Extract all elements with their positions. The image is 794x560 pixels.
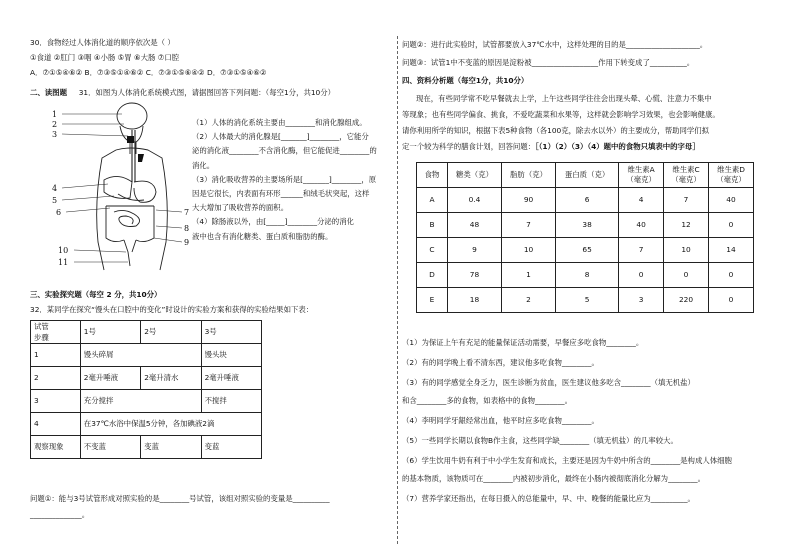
fig-label-5: 5 bbox=[52, 196, 58, 205]
table-cell: 7 bbox=[502, 213, 556, 238]
table-cell: B bbox=[417, 213, 448, 238]
fig-label-6: 6 bbox=[56, 208, 62, 217]
table-cell: 0 bbox=[664, 263, 709, 288]
table-row bbox=[417, 213, 754, 238]
table-cell: 78 bbox=[448, 263, 502, 288]
q30-stem: 30．食物经过人体消化道的顺序依次是（ ） bbox=[30, 38, 175, 47]
table-cell: 48 bbox=[448, 213, 502, 238]
table-cell: 1 bbox=[31, 344, 81, 367]
digestive-system-figure bbox=[44, 102, 196, 278]
table-cell: 3 bbox=[619, 288, 664, 313]
table-header-row bbox=[417, 163, 754, 188]
table-header-cell: 糖类（克） bbox=[448, 163, 502, 188]
fig-label-1: 1 bbox=[52, 110, 58, 119]
table-cell: 0 bbox=[619, 263, 664, 288]
sec2-line: （3）消化吸收营养的主要场所是[_______]________，原 bbox=[192, 174, 377, 184]
sec3-question-3: 问题③：试管1中不变蓝的原因是淀粉被__________________作用下转变成了__________。 bbox=[402, 58, 695, 67]
table-cell: 充分搅拌 bbox=[80, 390, 201, 413]
table-cell: 0.4 bbox=[448, 188, 502, 213]
table-cell: 试管 步骤 bbox=[31, 321, 81, 344]
table-row bbox=[417, 263, 754, 288]
table-cell: 220 bbox=[664, 288, 709, 313]
fig-label-2: 2 bbox=[52, 120, 58, 129]
table-cell: 5 bbox=[556, 288, 619, 313]
q30-choices: A．⑦①⑤④⑥② B．⑦③⑤①④⑥② C．⑦③①⑤⑥④② D．⑦③①⑤④⑥② bbox=[30, 68, 267, 77]
experiment-table bbox=[30, 320, 262, 459]
sec4-question: （3）有的同学感觉全身乏力，医生诊断为贫血，医生建议他多吃含________（填无机盐） bbox=[402, 378, 695, 387]
table-cell: 10 bbox=[664, 238, 709, 263]
sec4-para: 请你利用所学的知识，根据下表5种食物（各100克，除去水以外）的主要成分，帮助同学们拟 bbox=[402, 126, 710, 135]
table-cell: 40 bbox=[619, 213, 664, 238]
table-cell: 观察现象 bbox=[31, 436, 81, 459]
sec4-para: 现在，有些同学常不吃早餐就去上学，上午这些同学往往会出现头晕、心慌、注意力不集中 bbox=[416, 94, 712, 103]
table-cell: 38 bbox=[556, 213, 619, 238]
table-cell: 在37℃水浴中保温5分钟，各加碘液2滴 bbox=[80, 413, 261, 436]
column-divider bbox=[397, 36, 398, 544]
table-row bbox=[31, 436, 262, 459]
fig-label-8: 8 bbox=[184, 224, 190, 233]
table-cell: 馒头碎屑 bbox=[80, 344, 201, 367]
table-cell: 4 bbox=[619, 188, 664, 213]
sec4-question: 和含________多的食物，如表格中的食物________。 bbox=[402, 396, 572, 405]
table-cell: D bbox=[417, 263, 448, 288]
table-cell: 变蓝 bbox=[141, 436, 201, 459]
q30-options: ①食道 ②肛门 ③咽 ④小肠 ⑤胃 ⑥大肠 ⑦口腔 bbox=[30, 53, 180, 62]
sec4-para-last bbox=[402, 142, 700, 152]
sec2-line: （4）除肠液以外，由[_____]________分泌的消化 bbox=[192, 217, 354, 227]
table-cell: 40 bbox=[709, 188, 754, 213]
sec2-line: 因是它很长，内表面有环形______和绒毛状突起，这样 bbox=[192, 188, 370, 198]
sec4-para: 定一个较为科学的膳食计划，回答问题： bbox=[402, 142, 536, 151]
sec2-line: 大大增加了吸收营养的面积。 bbox=[192, 203, 289, 213]
fig-label-7: 7 bbox=[184, 208, 190, 217]
table-header-cell: 维生素C （毫克） bbox=[664, 163, 709, 188]
sec2-header: 二、读图题 bbox=[30, 88, 67, 97]
table-cell: C bbox=[417, 238, 448, 263]
sec3-question-1-cont: ______________。 bbox=[30, 510, 90, 519]
table-cell: 65 bbox=[556, 238, 619, 263]
sec4-question: （4）李明同学牙龈经常出血，他平时应多吃食物________。 bbox=[402, 416, 599, 425]
table-cell: 3 bbox=[31, 390, 81, 413]
sec4-header: 四、资料分析题（每空1分，共10分） bbox=[402, 76, 529, 85]
fig-label-10: 10 bbox=[58, 246, 69, 255]
table-cell: 0 bbox=[709, 213, 754, 238]
table-header-cell: 维生素A （毫克） bbox=[619, 163, 664, 188]
sec4-question: （7）营养学家还指出，在每日摄入的总能量中，早、中、晚餐的能量比应为__________。 bbox=[402, 494, 695, 503]
fig-label-4: 4 bbox=[52, 184, 58, 193]
table-row bbox=[417, 188, 754, 213]
table-cell: 2号 bbox=[141, 321, 201, 344]
fig-label-9: 9 bbox=[184, 238, 190, 247]
table-row bbox=[31, 367, 262, 390]
table-header-cell: 维生素D （毫克） bbox=[709, 163, 754, 188]
table-cell: 1号 bbox=[80, 321, 140, 344]
table-cell: 9 bbox=[448, 238, 502, 263]
food-table bbox=[416, 162, 754, 313]
sec4-question: 的基本物质，该物质可在________内被初步消化，最终在小肠内被彻底消化分解为________。 bbox=[402, 474, 706, 483]
table-cell: 7 bbox=[619, 238, 664, 263]
table-cell: 2 bbox=[31, 367, 81, 390]
table-row bbox=[417, 238, 754, 263]
sec2-intro: 31．如图为人体消化系统模式图，请据图回答下列问题：（每空1分，共10分） bbox=[78, 88, 336, 97]
sec2-line: （2）人体最大的消化腺是[_______]________，它能分 bbox=[192, 132, 369, 142]
sec3-header: 三、实验探究题（每空 2 分，共10分） bbox=[30, 290, 162, 299]
sec2-line: 泌的消化液________不含消化酶，但它能促进________的 bbox=[192, 146, 377, 156]
table-cell: 不变蓝 bbox=[80, 436, 140, 459]
table-cell: 10 bbox=[502, 238, 556, 263]
fig-label-11: 11 bbox=[58, 258, 69, 267]
table-cell: 3号 bbox=[201, 321, 261, 344]
sec3-intro: 32．某同学在探究“馒头在口腔中的变化”时设计的实验方案和获得的实验结果如下表： bbox=[30, 305, 314, 314]
fig-label-3: 3 bbox=[52, 130, 58, 139]
sec2-line: 消化。 bbox=[192, 160, 215, 170]
sec4-question: （6）学生饮用牛奶有利于中小学生发育和成长，主要还是因为牛奶中所含的________是构成人体细胞 bbox=[402, 456, 732, 465]
sec3-question-2: 问题②：进行此实验时，试管都要放入37℃水中，这样处理的目的是____________________。 bbox=[402, 40, 708, 49]
right-column bbox=[402, 0, 774, 560]
table-cell: A bbox=[417, 188, 448, 213]
table-cell: E bbox=[417, 288, 448, 313]
table-cell: 12 bbox=[664, 213, 709, 238]
table-cell: 2 bbox=[502, 288, 556, 313]
sec3-question-1: 问题①：能与3号试管形成对照实验的是________号试管，该组对照实验的变量是__________ bbox=[30, 494, 330, 503]
sec4-question: （5）一些同学长期以食物B作主食，这些同学缺________（填无机盐）的几率较大。 bbox=[402, 436, 678, 445]
table-cell: 1 bbox=[502, 263, 556, 288]
sec2-heading-row bbox=[30, 88, 335, 98]
sec2-line: （1）人体的消化系统主要由________和消化腺组成。 bbox=[192, 118, 367, 127]
table-cell: 14 bbox=[709, 238, 754, 263]
table-row bbox=[31, 321, 262, 344]
table-cell: 2毫升清水 bbox=[141, 367, 201, 390]
table-row bbox=[31, 413, 262, 436]
table-cell: 4 bbox=[31, 413, 81, 436]
table-cell: 0 bbox=[709, 263, 754, 288]
table-header-cell: 脂肪（克） bbox=[502, 163, 556, 188]
sec2-line: 液中也含有消化糖类、蛋白质和脂肪的酶。 bbox=[192, 231, 333, 241]
table-cell: 6 bbox=[556, 188, 619, 213]
table-cell: 7 bbox=[664, 188, 709, 213]
sec4-para: 等现象；也有些同学偏食、挑食，不爱吃蔬菜和水果等，这样就会影响学习效果，也会影响健康。 bbox=[402, 110, 720, 119]
sec2-questions bbox=[192, 118, 392, 246]
left-column bbox=[30, 0, 392, 560]
table-header-cell: 蛋白质（克） bbox=[556, 163, 619, 188]
table-row bbox=[31, 344, 262, 367]
table-cell: 90 bbox=[502, 188, 556, 213]
table-cell: 18 bbox=[448, 288, 502, 313]
table-cell: 8 bbox=[556, 263, 619, 288]
table-cell: 馒头块 bbox=[201, 344, 261, 367]
sec4-para-bold: ［（1）（2）（3）（4）题中的食物只填表中的字母］ bbox=[535, 142, 700, 151]
table-row bbox=[31, 390, 262, 413]
table-cell: 2毫升唾液 bbox=[201, 367, 261, 390]
table-cell: 变蓝 bbox=[201, 436, 261, 459]
table-header-cell: 食物 bbox=[417, 163, 448, 188]
table-cell: 2毫升唾液 bbox=[80, 367, 140, 390]
table-row bbox=[417, 288, 754, 313]
table-cell: 0 bbox=[709, 288, 754, 313]
sec4-question: （2）有的同学晚上看不清东西，建议他多吃食物________。 bbox=[402, 358, 599, 367]
sec4-question: （1）为保证上午有充足的能量保证活动需要，早餐应多吃食物________。 bbox=[402, 338, 644, 347]
table-cell: 不搅拌 bbox=[201, 390, 261, 413]
